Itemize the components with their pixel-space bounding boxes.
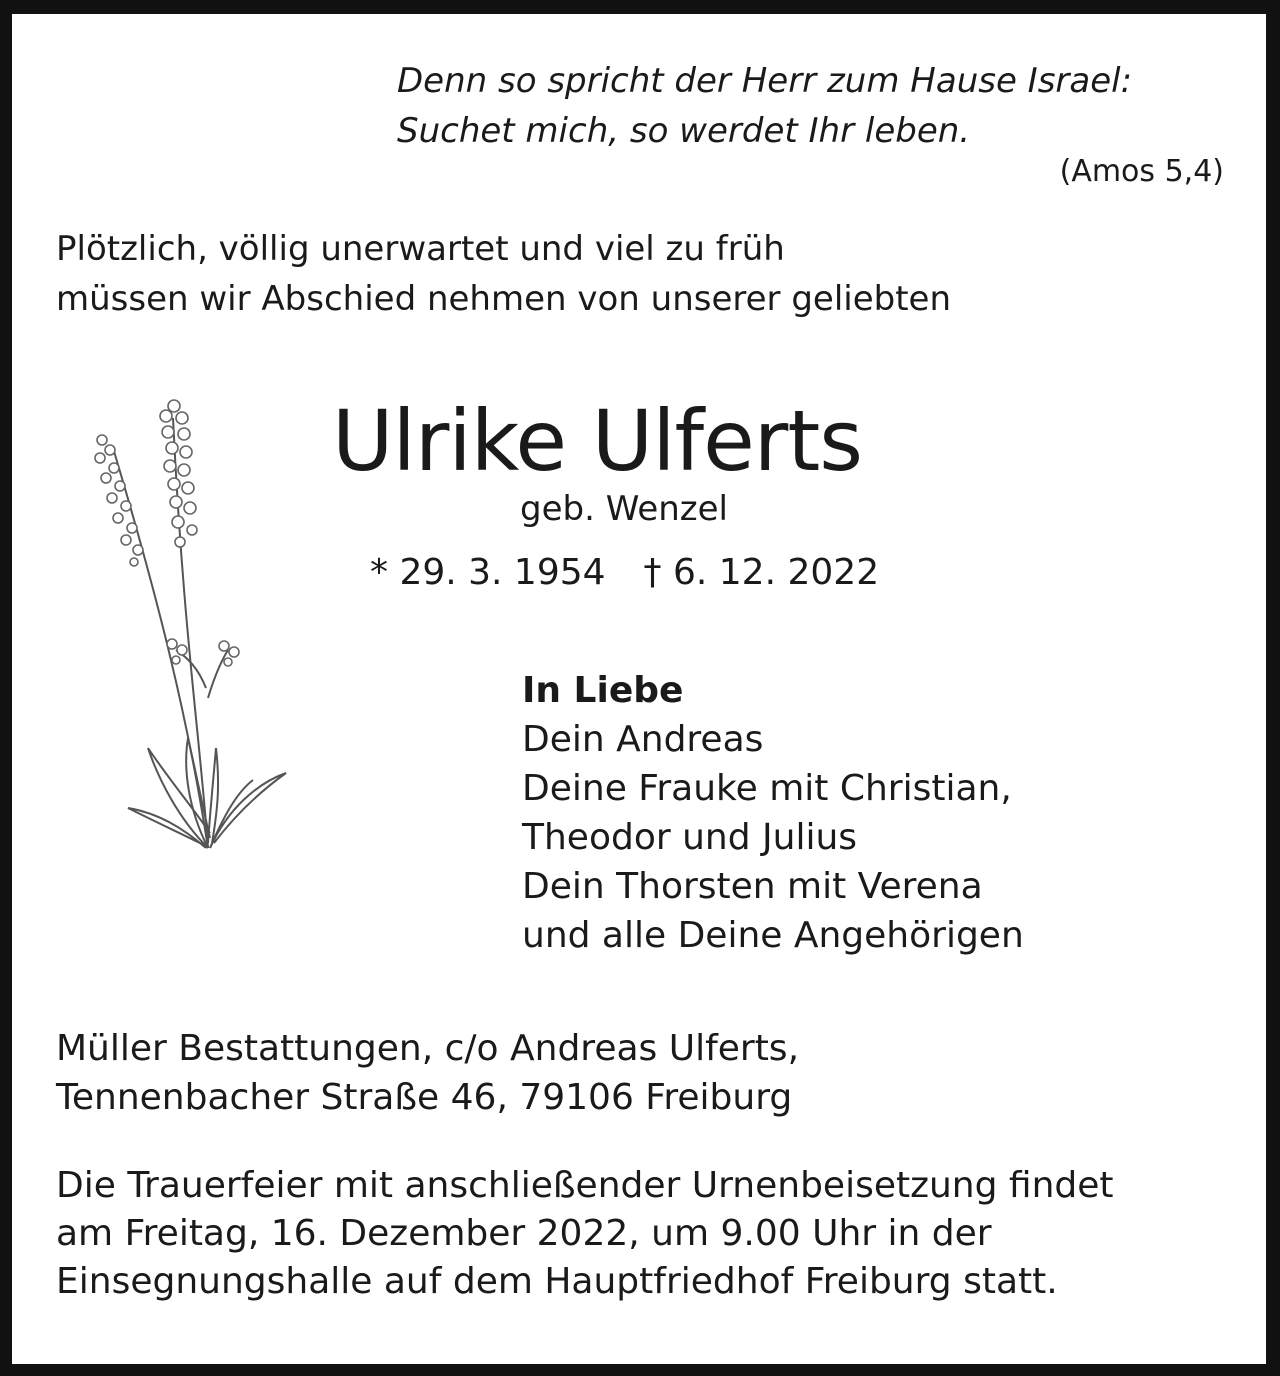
mourner-line-2: Deine Frauke mit Christian, [522, 768, 1012, 809]
mourner-line-5: und alle Deine Angehörigen [522, 915, 1024, 956]
ceremony-line-1: Die Trauerfeier mit anschließender Urnenbeisetzung findet [56, 1165, 1114, 1206]
quote-line-2: Suchet mich, so werdet Ihr leben. [397, 111, 971, 151]
maiden-name: geb. Wenzel [520, 489, 729, 529]
mourners-heading: In Liebe [522, 670, 684, 711]
mourner-line-3: Theodor und Julius [522, 817, 858, 858]
lavender-illustration [88, 388, 298, 858]
intro-line-1: Plötzlich, völlig unerwartet und viel zu früh [56, 229, 785, 269]
intro-line-2: müssen wir Abschied nehmen von unserer geliebten [56, 279, 952, 319]
ceremony-line-2: am Freitag, 16. Dezember 2022, um 9.00 Uhr in der [56, 1213, 992, 1254]
death-date: † 6. 12. 2022 [643, 552, 880, 593]
birth-date: * 29. 3. 1954 [370, 552, 606, 593]
quote-reference: (Amos 5,4) [1059, 154, 1224, 189]
address-line-1: Müller Bestattungen, c/o Andreas Ulferts, [56, 1028, 800, 1069]
ceremony-line-3: Einsegnungshalle auf dem Hauptfriedhof Freiburg statt. [56, 1261, 1058, 1302]
quote-line-1: Denn so spricht der Herr zum Hause Israel: [397, 61, 1133, 101]
mourner-line-4: Dein Thorsten mit Verena [522, 866, 983, 907]
address-line-2: Tennenbacher Straße 46, 79106 Freiburg [56, 1077, 793, 1118]
mourner-line-1: Dein Andreas [522, 719, 764, 760]
deceased-name: Ulrike Ulferts [332, 392, 863, 490]
life-dates [370, 548, 879, 598]
